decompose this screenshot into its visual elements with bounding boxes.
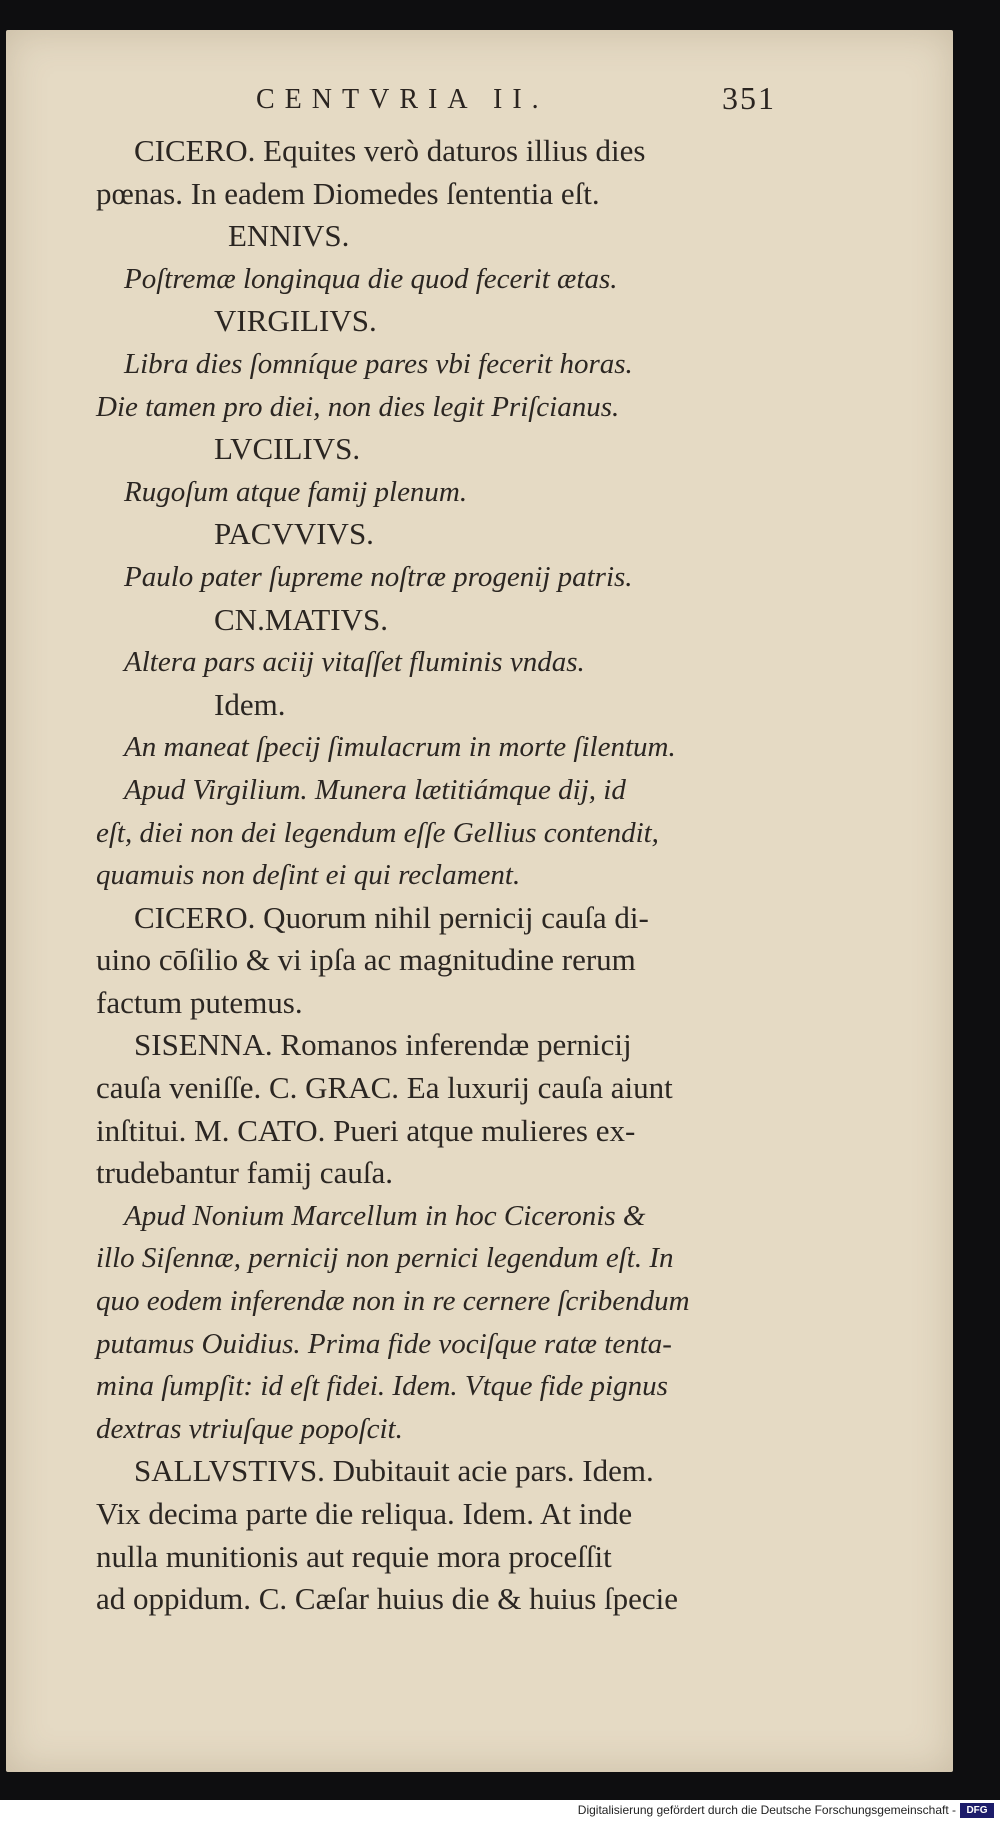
text-line: PACVVIVS. <box>214 516 374 552</box>
book-page <box>6 30 953 1772</box>
text-line: nulla munitionis aut requie mora proceſſit <box>96 1538 612 1574</box>
text-line: ad oppidum. C. Cæſar huius die & huius ſpecie <box>96 1581 679 1617</box>
text-line: SISENNA. Romanos inferendæ pernicij <box>134 1027 632 1063</box>
footer-bar <box>0 1800 1000 1822</box>
page-number: 351 <box>722 80 776 116</box>
text-block <box>96 130 796 1621</box>
text-line: CN.MATIVS. <box>214 601 388 637</box>
text-line: Vix decima parte die reliqua. Idem. At inde <box>96 1496 633 1531</box>
text-line: mina ſumpſit: id eſt fidei. Idem. Vtque fide pignus <box>96 1370 668 1403</box>
text-line: pœnas. In eadem Diomedes ſententia eſt. <box>96 175 600 211</box>
text-line: An maneat ſpecij ſimulacrum in morte ſilentum. <box>124 731 676 764</box>
text-line: dextras vtriuſque popoſcit. <box>96 1412 403 1445</box>
text-line: CICERO. Quorum nihil pernicij cauſa di- <box>134 899 649 935</box>
text-line: VIRGILIVS. <box>214 303 377 339</box>
funding-credit: Digitalisierung gefördert durch die Deutsche Forschungsgemeinschaft - <box>577 1803 956 1817</box>
text-line: Paulo pater ſupreme noſtræ progenij patris. <box>124 560 633 593</box>
text-line: Libra dies ſomníque pares vbi fecerit horas. <box>124 347 633 380</box>
text-line: uino cōſilio & vi ipſa ac magnitudine rerum <box>96 942 636 978</box>
text-line: Apud Nonium Marcellum in hoc Ciceronis & <box>124 1199 646 1232</box>
text-line: SALLVSTIVS. Dubitauit acie pars. Idem. <box>134 1453 654 1489</box>
running-head: CENTVRIA II. <box>256 84 549 115</box>
text-line: quamuis non deſint ei qui reclament. <box>96 859 521 892</box>
text-line: Die tamen pro diei, non dies legit Priſcianus. <box>96 390 620 423</box>
text-line: quo eodem inferendæ non in re cernere ſcribendum <box>96 1285 690 1318</box>
text-line: illo Siſennæ, pernicij non pernici legendum eſt. In <box>96 1242 674 1275</box>
text-line: inſtitui. M. CATO. Pueri atque mulieres ex- <box>96 1112 636 1148</box>
text-line: eſt, diei non dei legendum eſſe Gellius contendit, <box>96 816 659 849</box>
text-line: factum putemus. <box>96 984 303 1020</box>
text-line: LVCILIVS. <box>214 431 361 467</box>
text-line: putamus Ouidius. Prima fide vociſque ratæ tenta- <box>96 1327 672 1360</box>
text-line: Idem. <box>214 686 286 722</box>
text-line: CICERO. Equites verò daturos illius dies <box>134 133 646 168</box>
page-header <box>6 78 953 128</box>
text-line: Rugoſum atque famij plenum. <box>124 475 468 508</box>
text-line: trudebantur famij cauſa. <box>96 1155 393 1191</box>
text-line: Apud Virgilium. Munera lætitiámque dij, id <box>124 773 626 806</box>
text-line: cauſa veniſſe. C. GRAC. Ea luxurij cauſa aiunt <box>96 1070 673 1106</box>
text-line: Altera pars aciij vitaſſet fluminis vndas. <box>124 646 585 679</box>
dfg-logo: DFG <box>960 1803 994 1818</box>
text-line: ENNIVS. <box>228 218 350 254</box>
text-line: Poſtremæ longinqua die quod fecerit ætas. <box>124 262 618 295</box>
